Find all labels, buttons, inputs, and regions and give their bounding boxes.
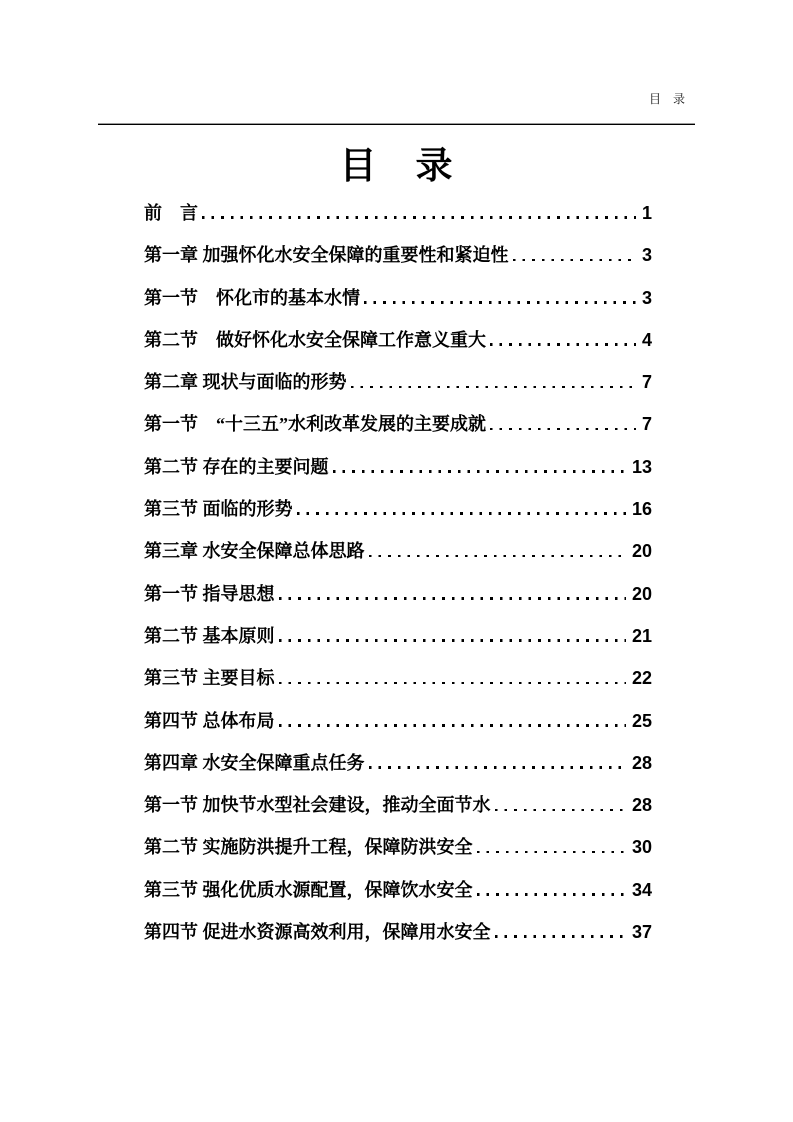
toc-entry[interactable] <box>144 793 652 835</box>
toc-entry-page: 34 <box>631 879 652 900</box>
toc-entry-label: 第三章 水安全保障总体思路 <box>144 541 365 562</box>
toc-entry[interactable] <box>144 412 652 454</box>
toc-entry-page: 28 <box>631 752 652 773</box>
dot-leader <box>202 216 636 219</box>
toc-entry[interactable] <box>144 455 652 497</box>
toc-entry-page: 1 <box>641 203 652 223</box>
dot-leader <box>279 597 626 600</box>
toc-entry-label: 第一节 指导思想 <box>144 583 275 604</box>
toc-entry[interactable] <box>144 286 652 328</box>
dot-leader <box>364 301 636 304</box>
toc-entry-label: 第二节 基本原则 <box>144 625 275 646</box>
toc-entry-page: 22 <box>631 668 652 689</box>
toc-entry[interactable] <box>144 624 652 666</box>
toc-entry[interactable] <box>144 539 652 581</box>
dot-leader <box>513 259 636 262</box>
toc-entry[interactable] <box>144 201 652 243</box>
toc-entry-label: 第一节 怀化市的基本水情 <box>144 287 360 308</box>
toc-entry[interactable] <box>144 835 652 877</box>
toc-entry-label: 第四节 促进水资源高效利用，保障用水安全 <box>144 922 491 943</box>
page-header <box>98 0 695 106</box>
toc-entry-page: 30 <box>631 837 652 858</box>
toc-entry[interactable] <box>144 920 652 962</box>
toc-entry-label: 第二章 现状与面临的形势 <box>144 372 347 393</box>
toc-entry-page: 3 <box>641 245 652 266</box>
toc-entry-page: 13 <box>631 456 652 477</box>
dot-leader <box>477 851 626 854</box>
toc-entry-page: 37 <box>631 922 652 943</box>
dot-leader <box>333 470 626 473</box>
toc-entry[interactable] <box>144 370 652 412</box>
toc-entry-page: 7 <box>641 372 652 393</box>
toc-entry-label: 第一节 “十三五”水利改革发展的主要成就 <box>144 414 486 435</box>
toc-entry[interactable] <box>144 666 652 708</box>
toc-entry-page: 7 <box>641 414 652 435</box>
toc-entry-label: 前 言 <box>144 203 198 223</box>
dot-leader <box>297 512 626 515</box>
toc-entry-page: 20 <box>631 583 652 604</box>
toc-entry-label: 第二节 做好怀化水安全保障工作意义重大 <box>144 329 486 350</box>
toc-entry-page: 28 <box>631 795 652 816</box>
toc-entry[interactable] <box>144 243 652 285</box>
page-title: 目 录 <box>339 145 454 186</box>
toc-entry-page: 16 <box>631 499 652 520</box>
toc-entry[interactable] <box>144 709 652 751</box>
toc-list <box>98 201 695 962</box>
toc-entry-page: 21 <box>631 625 652 646</box>
dot-leader <box>369 555 626 558</box>
toc-entry-label: 第二节 实施防洪提升工程，保障防洪安全 <box>144 837 473 858</box>
toc-entry-page: 25 <box>631 710 652 731</box>
header-title: 目 录 <box>648 92 685 106</box>
toc-entry[interactable] <box>144 878 652 920</box>
toc-entry[interactable] <box>144 328 652 370</box>
dot-leader <box>490 428 636 431</box>
toc-entry-label: 第四章 水安全保障重点任务 <box>144 752 365 773</box>
dot-leader <box>495 809 626 812</box>
toc-entry-label: 第三节 面临的形势 <box>144 499 293 520</box>
toc-entry-label: 第四节 总体布局 <box>144 710 275 731</box>
header-rule <box>98 123 695 125</box>
toc-entry-label: 第二节 存在的主要问题 <box>144 456 329 477</box>
toc-entry[interactable] <box>144 497 652 539</box>
dot-leader <box>279 724 626 727</box>
dot-leader <box>369 766 626 769</box>
toc-entry[interactable] <box>144 751 652 793</box>
toc-entry-label: 第三节 主要目标 <box>144 668 275 689</box>
toc-entry-label: 第一节 加快节水型社会建设，推动全面节水 <box>144 795 491 816</box>
dot-leader <box>490 343 636 346</box>
toc-entry-page: 4 <box>641 329 652 350</box>
dot-leader <box>477 893 626 896</box>
dot-leader <box>279 682 626 685</box>
toc-entry-page: 20 <box>631 541 652 562</box>
toc-entry-label: 第一章 加强怀化水安全保障的重要性和紧迫性 <box>144 245 509 266</box>
toc-entry-label: 第三节 强化优质水源配置，保障饮水安全 <box>144 879 473 900</box>
toc-entry[interactable] <box>144 582 652 624</box>
dot-leader <box>279 639 626 642</box>
dot-leader <box>351 386 636 389</box>
dot-leader <box>495 935 626 938</box>
toc-entry-page: 3 <box>641 287 652 308</box>
